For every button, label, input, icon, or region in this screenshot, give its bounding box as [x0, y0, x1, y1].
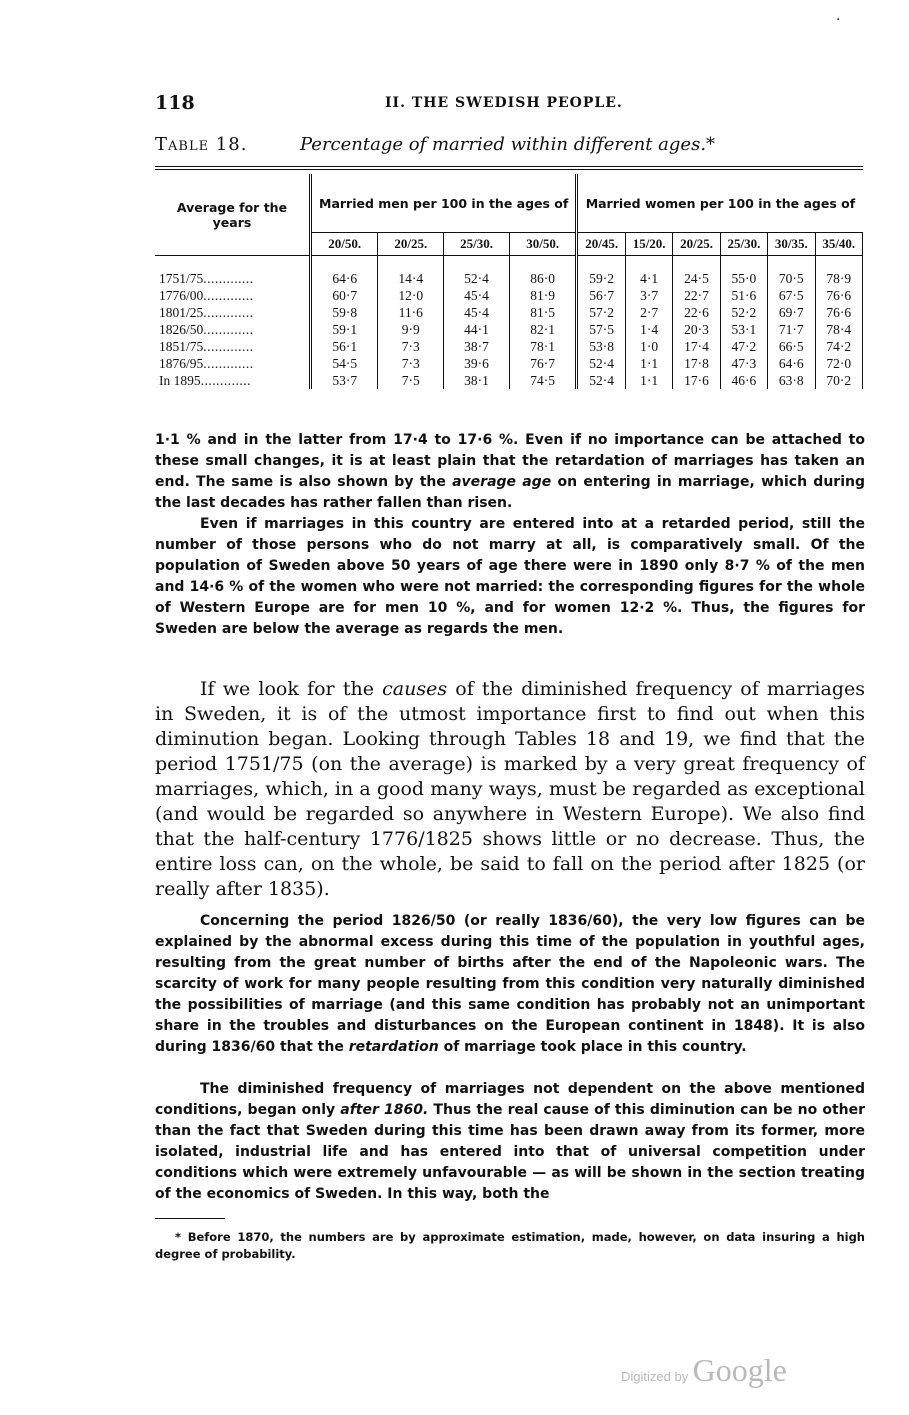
year-cell: 1876/95............. — [155, 355, 311, 372]
value-cell: 81·5 — [509, 304, 576, 321]
table-row — [155, 338, 863, 355]
year-cell: 1851/75............. — [155, 338, 311, 355]
age-header: 30/50. — [509, 233, 576, 256]
value-cell: 67·5 — [768, 287, 815, 304]
value-cell: 52·4 — [577, 372, 626, 389]
value-cell: 57·2 — [577, 304, 626, 321]
value-cell: 64·6 — [311, 270, 378, 287]
value-cell: 66·5 — [768, 338, 815, 355]
value-cell: 86·0 — [509, 270, 576, 287]
value-cell: 38·7 — [444, 338, 510, 355]
value-cell: 78·1 — [509, 338, 576, 355]
value-cell: 24·5 — [673, 270, 720, 287]
value-cell: 57·5 — [577, 321, 626, 338]
table-body — [155, 256, 863, 390]
value-cell: 69·7 — [768, 304, 815, 321]
dot-leader: ............. — [203, 288, 254, 303]
year-cell: 1776/00............. — [155, 287, 311, 304]
value-cell: 1·1 — [625, 372, 672, 389]
value-cell: 71·7 — [768, 321, 815, 338]
table-title: Percentage of married within different ages.* — [300, 134, 716, 155]
value-cell: 22·6 — [673, 304, 720, 321]
value-cell: 17·6 — [673, 372, 720, 389]
google-logo: Google — [692, 1352, 787, 1388]
value-cell: 38·1 — [444, 372, 510, 389]
value-cell: 47·3 — [720, 355, 767, 372]
year-cell: In 1895............. — [155, 372, 311, 389]
value-cell: 64·6 — [768, 355, 815, 372]
age-header: 25/30. — [444, 233, 510, 256]
value-cell: 17·8 — [673, 355, 720, 372]
value-cell: 9·9 — [378, 321, 444, 338]
value-cell: 70·2 — [815, 372, 863, 389]
age-header: 30/35. — [768, 233, 815, 256]
year-cell: 1751/75............. — [155, 270, 311, 287]
value-cell: 53·1 — [720, 321, 767, 338]
value-cell: 76·6 — [815, 287, 863, 304]
value-cell: 45·4 — [444, 304, 510, 321]
age-header: 20/45. — [577, 233, 626, 256]
value-cell: 78·4 — [815, 321, 863, 338]
table-row — [155, 270, 863, 287]
value-cell: 47·2 — [720, 338, 767, 355]
value-cell: 82·1 — [509, 321, 576, 338]
footnote-rule — [155, 1218, 225, 1219]
table-row — [155, 287, 863, 304]
value-cell: 1·0 — [625, 338, 672, 355]
paragraph-unmarried: Even if marriages in this country are entered into at a retarded period, still the number of those persons who do not marry at all, is comparatively small. Of the population of Sweden above 50 years of age there were in 1890 only 8·7 % of the men and 14·6 % of the women who were not married: the corresponding figures for the whole of Western Europe are for men 10 %, and for women 12·2 %. Thus, the figures for Sweden are below the average as regards the men. — [155, 516, 865, 637]
table-row — [155, 372, 863, 389]
page-header — [155, 92, 865, 116]
women-group-header: Married women per 100 in the ages of — [577, 174, 863, 233]
value-cell: 14·4 — [378, 270, 444, 287]
value-cell: 72·0 — [815, 355, 863, 372]
value-cell: 17·4 — [673, 338, 720, 355]
value-cell: 59·2 — [577, 270, 626, 287]
marriage-table — [155, 174, 863, 389]
table-top-rule — [155, 166, 863, 170]
value-cell: 11·6 — [378, 304, 444, 321]
paragraph-causes: If we look for the causes of the diminished frequency of marriages in Sweden, it is of the utmost importance first to find out when this diminution began. Looking through Tables 18 and 19, we find that the period 1751/75 (on the average) is marked by a very great frequency of marriages, which, in a good many ways, must be regarded as exceptional (and would be regarded so anywhere in Western Europe). We also find that the half-century 1776/1825 shows little or no decrease. Thus, the entire loss can, on the whole, be said to fall on the period after 1825 (or really after 1835). — [155, 678, 865, 900]
value-cell: 3·7 — [625, 287, 672, 304]
value-cell: 60·7 — [311, 287, 378, 304]
dot-leader: ............. — [200, 373, 251, 388]
age-header: 20/50. — [311, 233, 378, 256]
value-cell: 54·5 — [311, 355, 378, 372]
value-cell: 78·9 — [815, 270, 863, 287]
value-cell: 39·6 — [444, 355, 510, 372]
page-number: 118 — [155, 92, 195, 114]
paragraph-period-1826: Concerning the period 1826/50 (or really 1836/60), the very low figures can be explained by the abnormal excess during this time of the population in youthful ages, resulting from the great number of births after the end of the Napoleonic wars. The scarcity of work for many people resulting from this condition very naturally diminished the possibilities of marriage (and this same condition has probably not an unimportant share in the troubles and disturbances on the European continent in 1848). It is also during 1836/60 that the retardation of marriage took place in this country. — [155, 913, 865, 1055]
value-cell: 59·8 — [311, 304, 378, 321]
corner-mark: · — [836, 12, 841, 28]
value-cell: 55·0 — [720, 270, 767, 287]
table-row — [155, 304, 863, 321]
value-cell: 1·4 — [625, 321, 672, 338]
value-cell: 45·4 — [444, 287, 510, 304]
value-cell: 20·3 — [673, 321, 720, 338]
footnote: * Before 1870, the numbers are by approximate estimation, made, however, on data insuring a high degree of probability. — [155, 1230, 865, 1261]
dot-leader: ............. — [203, 322, 254, 337]
value-cell: 56·1 — [311, 338, 378, 355]
value-cell: 53·8 — [577, 338, 626, 355]
value-cell: 76·7 — [509, 355, 576, 372]
value-cell: 53·7 — [311, 372, 378, 389]
value-cell: 76·6 — [815, 304, 863, 321]
age-header: 20/25. — [673, 233, 720, 256]
value-cell: 51·6 — [720, 287, 767, 304]
paragraph-continuation: 1·1 % and in the latter from 17·4 to 17·6 %. Even if no importance can be attached to these small changes, it is at least plain that the retardation of marriages has taken an end. The same is also shown by the average age on entering in marriage, which during the last decades has rather fallen than risen. — [155, 432, 865, 511]
dot-leader: ............. — [203, 271, 254, 286]
digitized-watermark — [621, 1352, 787, 1389]
age-header: 25/30. — [720, 233, 767, 256]
table-label: Table 18. — [155, 134, 248, 155]
value-cell: 52·4 — [444, 270, 510, 287]
table-caption — [155, 134, 865, 155]
dot-leader: ............. — [203, 339, 254, 354]
value-cell: 63·8 — [768, 372, 815, 389]
value-cell: 74·5 — [509, 372, 576, 389]
value-cell: 74·2 — [815, 338, 863, 355]
value-cell: 2·7 — [625, 304, 672, 321]
age-header: 15/20. — [625, 233, 672, 256]
value-cell: 81·9 — [509, 287, 576, 304]
value-cell: 4·1 — [625, 270, 672, 287]
table-row — [155, 321, 863, 338]
avg-years-header: Average for the years — [155, 174, 311, 256]
paragraph-after-1860: The diminished frequency of marriages not dependent on the above mentioned conditions, began only after 1860. Thus the real cause of this diminution can be no other than the fact that Sweden during this time has been drawn away from its former, more isolated, industrial life and has entered into that of universal competition under conditions which were extremely unfavourable — as will be shown in the section treating of the economics of Sweden. In this way, both the — [155, 1081, 866, 1202]
year-cell: 1801/25............. — [155, 304, 311, 321]
value-cell: 7·3 — [378, 355, 444, 372]
value-cell: 7·3 — [378, 338, 444, 355]
value-cell: 52·2 — [720, 304, 767, 321]
value-cell: 56·7 — [577, 287, 626, 304]
value-cell: 59·1 — [311, 321, 378, 338]
dot-leader: ............. — [203, 356, 254, 371]
table-row — [155, 355, 863, 372]
watermark-prefix: Digitized by — [621, 1369, 689, 1384]
year-cell: 1826/50............. — [155, 321, 311, 338]
value-cell: 22·7 — [673, 287, 720, 304]
value-cell: 52·4 — [577, 355, 626, 372]
value-cell: 70·5 — [768, 270, 815, 287]
running-title: II. THE SWEDISH PEOPLE. — [385, 95, 623, 111]
value-cell: 7·5 — [378, 372, 444, 389]
men-group-header: Married men per 100 in the ages of — [311, 174, 577, 233]
age-header: 35/40. — [815, 233, 863, 256]
dot-leader: ............. — [203, 305, 254, 320]
value-cell: 1·1 — [625, 355, 672, 372]
value-cell: 44·1 — [444, 321, 510, 338]
value-cell: 46·6 — [720, 372, 767, 389]
age-header: 20/25. — [378, 233, 444, 256]
value-cell: 12·0 — [378, 287, 444, 304]
